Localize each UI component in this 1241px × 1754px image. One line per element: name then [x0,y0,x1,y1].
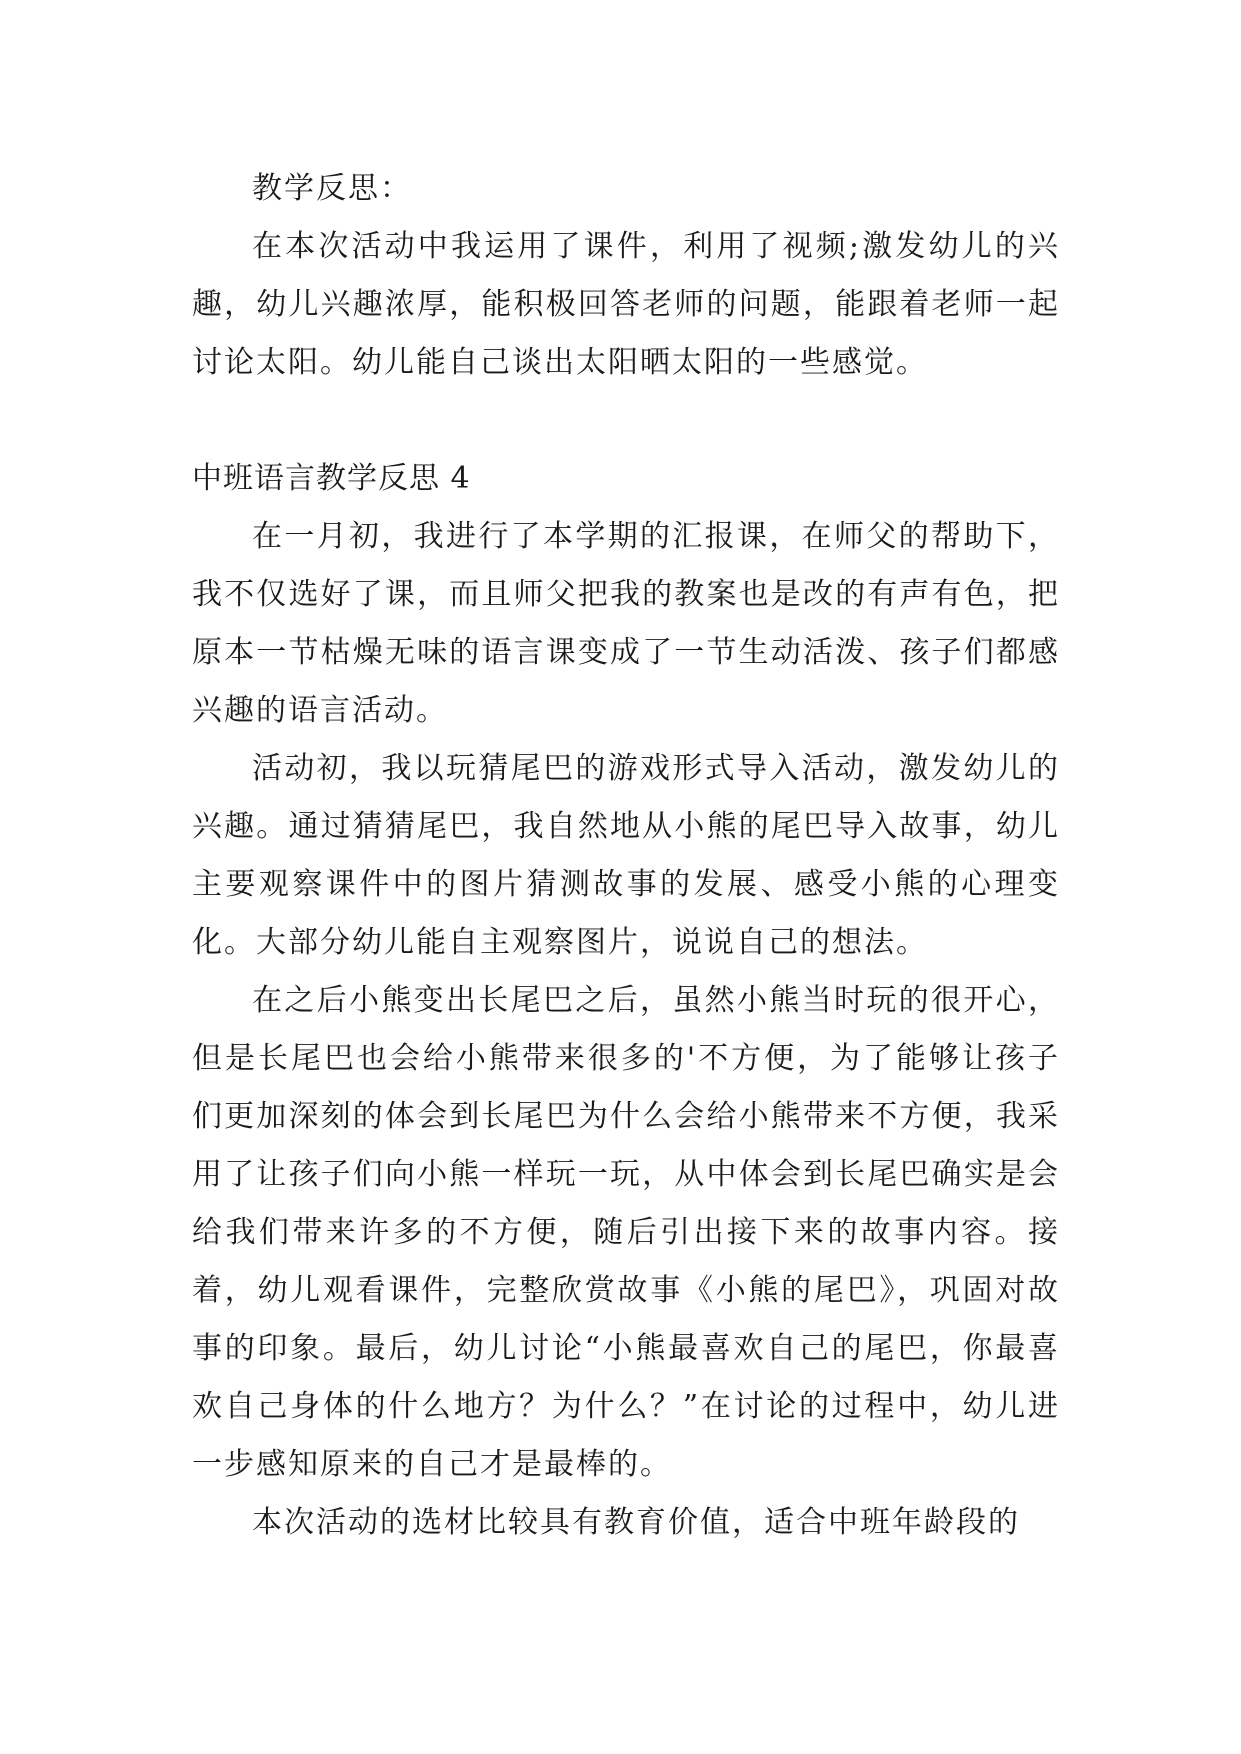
section-title: 教学反思： [252,171,412,206]
paragraph: 活动初，我以玩猜尾巴的游戏形式导入活动，激发幼儿的兴趣。通过猜猜尾巴，我自然地从小熊的尾巴导入故事，幼儿主要观察课件中的图片猜测故事的发展、感受小熊的心理变化。大部分幼儿能自主观察图片，说说自己的想法。 [192,751,1060,960]
paragraph: 在之后小熊变出长尾巴之后，虽然小熊当时玩的很开心，但是长尾巴也会给小熊带来很多的'不方便，为了能够让孩子们更加深刻的体会到长尾巴为什么会给小熊带来不方便，我采用了让孩子们向小熊一样玩一玩，从中体会到长尾巴确实是会给我们带来许多的不方便，随后引出接下来的故事内容。接着，幼儿观看课件，完整欣赏故事《小熊的尾巴》，巩固对故事的印象。最后，幼儿讨论“小熊最喜欢自己的尾巴，你最喜欢自己身体的什么地方？为什么？”在讨论的过程中，幼儿进一步感知原来的自己才是最棒的。 [192,983,1060,1482]
section-heading: 中班语言教学反思 4 [192,461,471,496]
paragraph: 本次活动的选材比较具有教育价值，适合中班年龄段的 [252,1505,1020,1540]
document-body [192,160,1060,1552]
section-spacer [192,392,1060,450]
paragraph: 在本次活动中我运用了课件，利用了视频;激发幼儿的兴趣，幼儿兴趣浓厚，能积极回答老师的问题，能跟着老师一起讨论太阳。幼儿能自己谈出太阳晒太阳的一些感觉。 [192,229,1060,380]
paragraph: 在一月初，我进行了本学期的汇报课，在师父的帮助下，我不仅选好了课，而且师父把我的教案也是改的有声有色，把原本一节枯燥无味的语言课变成了一节生动活泼、孩子们都感兴趣的语言活动。 [192,519,1060,728]
